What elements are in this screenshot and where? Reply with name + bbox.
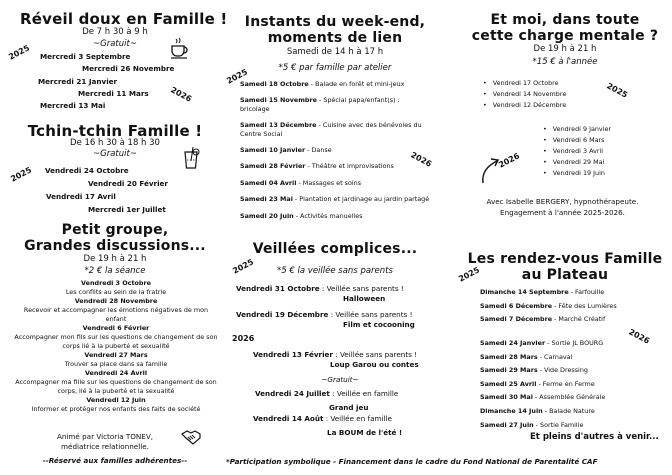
tchin-time: De 16 h 30 à 18 h 30 — [70, 138, 160, 148]
instants-item-6: Samedi 04 Avril - Massages et soins — [240, 178, 362, 187]
groupe-animator-2: médiatrice relationnelle. — [61, 442, 149, 451]
plateau-list-a — [480, 286, 617, 327]
groupe-date-4: Vendredi 27 Mars — [84, 351, 148, 359]
charge-note-2: Engagement à l'année 2025-2026. — [500, 208, 625, 217]
groupe-text-3: Accompagner mon fils sur les questions de changement de son corps lié à la puberté et sexualité — [14, 333, 218, 350]
tchin-year-2025: 2025 — [9, 165, 34, 184]
plateau-list-b — [480, 337, 605, 432]
plateau-item-a1: Dimanche 14 Septembre - Farfouille — [480, 288, 605, 296]
reveil-date-2: Mercredi 26 Novembre — [82, 64, 175, 73]
charge-note-1: Avec Isabelle BERGERY, hypnothérapeute. — [486, 197, 639, 206]
groupe-date-2: Vendredi 28 Novembre — [74, 297, 158, 305]
plateau-title-2: au Plateau — [521, 267, 609, 283]
plateau-item-b5: Samedi 30 Mai - Assemblée Générale — [480, 393, 606, 402]
veillees-title: Veillées complices... — [252, 241, 418, 257]
charge-list-a — [483, 78, 566, 111]
groupe-text-1: Les conflits au sein de la fratrie — [65, 288, 167, 296]
veillees-year-2026: 2026 — [232, 334, 255, 343]
reveil-date-1: Mercredi 3 Septembre — [40, 52, 131, 61]
instants-item-2: Samedi 15 Novembre - Spécial papa/enfant(s) : bricolage — [240, 96, 400, 113]
tchin-price: ~Gratuit~ — [93, 149, 137, 159]
charge-date-b3: • Vendredi 3 Avril — [543, 146, 611, 157]
groupe-text-5: Accompagner ma fille sur les questions de changement de son corps, lié à la puberté et la sexualité — [15, 378, 217, 395]
reveil-price: ~Gratuit~ — [93, 39, 137, 49]
plateau-item-b2: Samedi 28 Mars - Carnaval — [480, 352, 573, 361]
veillee-4: Vendredi 24 Juillet : Veillée en famille — [255, 389, 399, 398]
veillee-3: Vendredi 13 Février : Veillée sans parents ! — [253, 350, 418, 359]
groupe-time: De 19 h à 21 h — [83, 254, 147, 264]
reveil-title: Réveil doux en Famille ! — [20, 10, 228, 28]
footer-note: *Participation symbolique - Financement dans le cadre du Fond National de Parentalité CAF — [226, 457, 598, 466]
instants-time: Samedi de 14 h à 17 h — [286, 47, 384, 57]
veillee-1: Vendredi 31 Octobre : Veillée sans parents ! — [236, 284, 404, 293]
charge-title-2: cette charge mentale ? — [471, 28, 659, 44]
reveil-time: De 7 h 30 à 9 h — [82, 27, 148, 37]
instants-item-3: Samedi 13 Décembre - Cuisine avec des bénévoles du Centre Social — [240, 121, 422, 138]
plateau-closing: Et pleins d'autres à venir... — [530, 432, 659, 442]
groupe-price: *2 € la séance — [84, 266, 146, 276]
instants-item-4: Samedi 10 Janvier - Danse — [240, 146, 332, 155]
instants-item-5: Samedi 28 Février - Théâtre et improvisations — [240, 162, 394, 171]
groupe-list — [6, 279, 226, 414]
charge-date-b5: • Vendredi 19 Juin — [543, 168, 611, 179]
reveil-year-2026: 2026 — [169, 85, 194, 104]
charge-list-b — [543, 124, 611, 179]
plateau-item-a2: Samedi 6 Décembre - Fête des Lumières — [480, 301, 617, 310]
charge-date-b4: • Vendredi 29 Mai — [543, 157, 611, 168]
charge-price: *15 € à l'année — [532, 57, 598, 67]
groupe-text-4: Trouver sa place dans sa famille — [64, 360, 168, 368]
charge-title-1: Et moi, dans toute — [490, 12, 640, 28]
charge-date-b1: • Vendredi 9 Janvier — [543, 124, 611, 135]
veillees-year-2025: 2025 — [231, 257, 256, 276]
tchin-title: Tchin-tchin Famille ! — [27, 122, 203, 140]
reveil-date-5: Mercredi 13 Mai — [40, 101, 106, 110]
veillees-price: *5 € la veillée sans parents — [277, 266, 393, 276]
instants-list — [240, 80, 430, 220]
instants-price: *5 € par famille par atelier — [278, 63, 392, 73]
tchin-date-2: Vendredi 20 Février — [88, 179, 168, 188]
charge-date-a1: • Vendredi 17 Octobre — [483, 78, 566, 89]
instants-title-1: Instants du week-end, — [244, 14, 426, 30]
plateau-year-2026: 2026 — [627, 327, 652, 346]
instants-item-1: Samedi 18 Octobre - Balade en forêt et mini-jeux — [240, 80, 405, 88]
groupe-date-5: Vendredi 24 Avril — [84, 369, 148, 377]
tchin-date-4: Mercredi 1er Juillet — [88, 205, 166, 214]
charge-time: De 19 h à 21 h — [533, 44, 597, 54]
veillee-5: Vendredi 14 Août : Veillée en famille — [253, 414, 392, 423]
coffee-cup-icon — [168, 36, 192, 60]
veillee-2: Vendredi 19 Décembre : Veillée sans parents ! — [236, 310, 413, 319]
plateau-title-1: Les rendez-vous Famille — [467, 251, 663, 267]
veillee-4-sub: Grand jeu — [329, 403, 369, 412]
charge-year-2026: 2026 — [497, 151, 522, 170]
groupe-date-3: Vendredi 6 Février — [82, 324, 150, 332]
curved-arrow-icon — [478, 155, 504, 185]
charge-year-2025: 2025 — [605, 81, 630, 100]
reveil-date-4: Mercredi 11 Mars — [78, 89, 149, 98]
tchin-date-1: Vendredi 24 Octobre — [45, 166, 129, 175]
instants-year-2026: 2026 — [409, 150, 434, 169]
veillee-3-sub: Loup Garou ou contes — [330, 360, 419, 369]
plateau-item-b3: Samedi 29 Mars - Vide Dressing — [480, 366, 588, 375]
reveil-date-3: Mercredi 21 Janvier — [38, 77, 118, 86]
veillee-1-sub: Halloween — [343, 294, 386, 303]
plateau-item-a3: Samedi 7 Décembre - Marché Créatif — [480, 315, 606, 323]
groupe-title-1: Petit groupe, — [61, 222, 169, 238]
charge-date-b2: • Vendredi 6 Mars — [543, 135, 611, 146]
plateau-item-b4: Samedi 25 Avril - Ferme en Ferme — [480, 379, 595, 388]
reveil-year-2025: 2025 — [7, 43, 32, 62]
veillees-gratuit: ~Gratuit~ — [321, 375, 359, 384]
groupe-date-6: Vendredi 12 Juin — [86, 396, 146, 404]
groupe-title-2: Grandes discussions... — [24, 238, 206, 254]
groupe-animator-1: Animé par Victoria TONEV, — [56, 432, 154, 441]
plateau-item-b7: Samedi 27 Juin - Sortie Famille — [480, 420, 584, 429]
plateau-year-2025: 2025 — [457, 265, 482, 284]
drink-glass-icon — [181, 146, 201, 172]
instants-title-2: moments de lien — [267, 30, 403, 46]
groupe-text-2: Recevoir et accompagner les émotions négatives de mon enfant — [23, 306, 209, 323]
tchin-date-3: Vendredi 17 Avril — [46, 192, 116, 201]
groupe-reserved: --Réservé aux familles adhérentes-- — [42, 456, 188, 465]
groupe-text-6: Informer et protéger nos enfants des faits de société — [31, 405, 201, 413]
instants-year-2025: 2025 — [225, 67, 250, 86]
plateau-item-b6: Dimanche 14 Juin - Balade Nature — [480, 406, 595, 415]
handshake-icon — [180, 424, 204, 448]
groupe-date-1: Vendredi 3 Octobre — [81, 279, 151, 287]
plateau-item-b1: Samedi 24 Janvier - Sortie JL BOURG — [480, 339, 604, 347]
charge-date-a2: • Vendredi 14 Novembre — [483, 89, 566, 100]
instants-item-7: Samedi 23 Mai - Plantation et jardinage au jardin partagé — [240, 195, 430, 204]
veillee-5-sub: La BOUM de l'été ! — [327, 428, 403, 437]
charge-date-a3: • Vendredi 12 Décembre — [483, 100, 566, 111]
veillee-2-sub: Film et cocooning — [343, 320, 415, 329]
instants-item-8: Samedi 20 Juin - Activités manuelles — [240, 211, 363, 220]
